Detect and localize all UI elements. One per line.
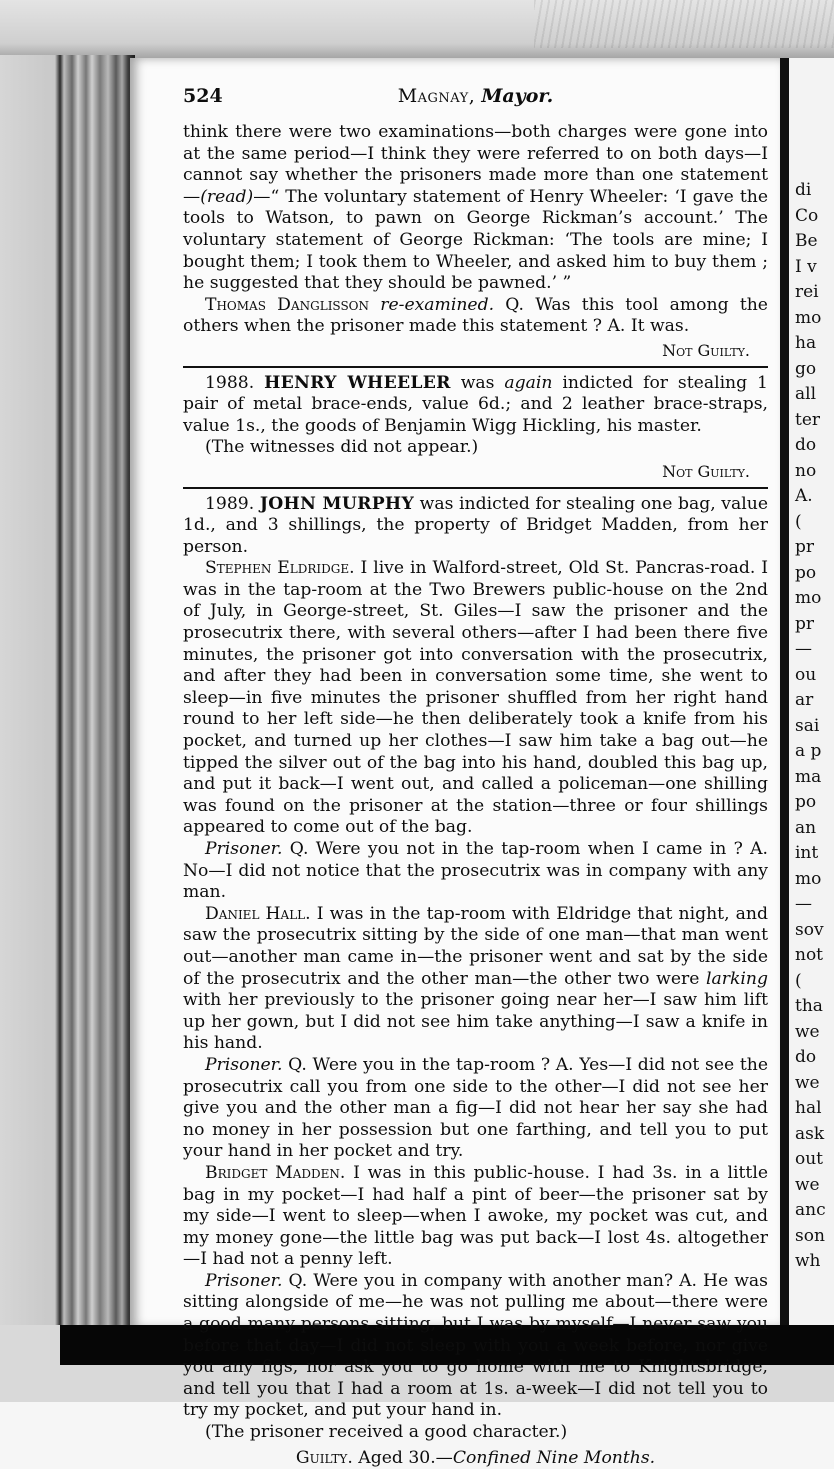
facing-page-fragment: mo [795,307,822,328]
facing-page-fragment: no [795,460,817,481]
facing-page-fragment: ou [795,664,817,685]
prisoner-label: Prisoner. [205,1054,283,1075]
facing-page-fragment: I v [795,256,817,277]
facing-page-fragment: po [795,792,817,812]
scan-noise [534,0,834,48]
facing-page-fragment: wh [795,1251,821,1271]
indictment-text: indicted for stealing 1 pair of metal brace-ends, value 6d.; and 2 leather brace-straps, value 1s., the goods of Benjamin Wigg Hickling, his master. [183,372,768,436]
prisoner-label: Prisoner. [205,1270,283,1291]
facing-page-fragment: sai [795,715,820,736]
facing-page-fragment: sov [795,919,824,940]
facing-page-fragment: son [795,1225,825,1246]
question-text: Q. Were you in company with another man? A. He was sitting alongside of me—he was not pulling me about—there were a good many persons sitting, but I was by myself—I never saw you before that day—I did not sleep with you a week before, nor give you any figs, nor ask you to go home with me to Knightsbridge, and tell you that I had a room at 1s. a-week—I did not tell you to try my pocket, and put your hand in. [183,1270,768,1421]
facing-page-fragment: we [795,1021,820,1042]
case-1987-reexamination [183,295,768,338]
witness-name: Daniel Hall. [205,903,311,924]
prisoner-label: Prisoner. [205,839,283,859]
verdict-1989 [183,1448,768,1469]
case-1988-note: (The witnesses did not appear.) [205,437,479,458]
facing-page-fragment: an [795,817,817,838]
facing-page-fragment: ha [795,333,817,353]
sentence-text: Confined Nine Months. [452,1447,656,1468]
facing-page-fragment: do [795,435,817,455]
witness-hall [183,904,768,1055]
indictment-text: was indicted for stealing one bag, value 1d., and 3 shillings, the property of Bridget Madden, from her person. [183,493,768,557]
testimony-text: with her previously to the prisoner going near her—I saw him lift up her gown, but I did not see him take anything—I saw a knife in his hand. [183,990,768,1054]
facing-page-fragment: po [795,562,817,583]
testimony-text: I live in Walford-street, Old St. Pancras-road. I was in the tap-room at the Two Brewers public-house on the 2nd of July, in George-street, St. Giles—I saw the prisoner and the prosecutrix there, with several others—after I had been there five minutes, the prisoner got into conversation with the prosecutrix, and after they had been in conversation some time, she went to sleep—in five minutes the prisoner shuffled from her right hand round to her left side—he then deliberately took a knife from his pocket, and turned up her clothes—I saw him take a bag out—he tipped the silver out of the bag into his hand, doubled this bag up, and put it back—I went out, and called a policeman—one shilling was found on the prisoner at the station—three or four shillings appeared to come out of the bag. [183,558,768,838]
read-note: (read) [200,186,254,207]
case-1987-testimony [183,122,768,295]
verdict-1988: Not Guilty. [662,461,750,481]
page-number: 524 [183,85,223,107]
facing-page-fragment: we [795,1174,820,1195]
witness-name: Bridget Madden. [205,1162,346,1183]
facing-page-fragment: anc [795,1200,826,1220]
facing-page-fragment: do [795,1047,817,1067]
reexam-text: Q. Was this tool among the others when the prisoner made this statement ? A. It was. [183,294,768,337]
question-text: Q. Were you not in the tap-room when I came in ? A. No—I did not notice that the prosecutrix was in company with any man. [183,839,768,903]
right-page-fragment [780,58,834,1328]
question-text: Q. Were you in the tap-room ? A. Yes—I did not see the prosecutrix call you from one side to the other—I did not see her give you and the other man a fig—I did not hear her say she had no money in her possession but one farthing, and tell you to put your hand in her pocket and try. [183,1054,768,1162]
facing-page-fragment: not [795,945,824,965]
page-content [183,82,768,1469]
facing-page-fragment: we [795,1072,820,1093]
reexamined-tag: re-examined. [380,294,495,315]
running-title [183,86,768,108]
case-number: 1989. [205,493,255,514]
age-text: Aged 30.— [352,1447,453,1468]
facing-page-fragment: go [795,358,817,379]
prisoner-question-1 [183,839,768,904]
facing-page-fragment: Co [795,205,819,226]
witness-madden [183,1163,768,1271]
verdict-word: Guilty. [295,1447,353,1468]
case-number: 1988. [205,372,255,393]
prisoner-question-2 [183,1055,768,1163]
facing-page-fragment: ter [795,409,821,430]
larking-word: larking [706,968,768,989]
case-divider [183,487,768,489]
facing-page-fragment: tha [795,996,823,1016]
book-page-edges [0,55,135,1340]
defendant-name: JOHN MURPHY [259,493,415,514]
facing-page-fragment: — [795,639,812,659]
indictment-word: was [460,372,495,393]
witness-name: Stephen Eldridge. [205,558,355,579]
testimony-text: I was in the tap-room with Eldridge that night, and saw the prosecutrix sitting by the side of one man—that man went out—another man came in—the prisoner went and sat by the side of the prosecutrix and the other man—the other two were [183,903,768,989]
facing-page-fragment: a p [795,741,822,761]
facing-page-fragment: out [795,1149,824,1169]
witness-name: Thomas Danglisson [205,294,369,315]
again-word: again [504,372,553,393]
testimony-text: I was in this public-house. I had 3s. in a little bag in my pocket—I had half a pint of beer—the prisoner sat by my side—I went to sleep—when I awoke, my pocket was cut, and my money gone—the little bag was put back—I lost 4s. altogether—I had not a penny left. [183,1162,768,1270]
case-1989-indictment [183,494,768,559]
defendant-name: HENRY WHEELER [264,372,451,393]
scan-top-edge [0,0,834,62]
case-divider [183,366,768,368]
title-office: Mayor. [481,85,554,107]
facing-page-fragment: di [795,180,812,200]
verdict-1987: Not Guilty. [662,340,750,360]
facing-page-fragment: ( [795,511,802,532]
facing-page-fragment: ar [795,690,814,710]
facing-page-fragment: all [795,384,817,404]
facing-page-fragment: pr [795,537,815,557]
facing-page-fragment: ask [795,1123,825,1144]
witness-eldridge [183,558,768,839]
facing-page-fragment: mo [795,588,822,608]
running-header [183,82,768,122]
facing-page-fragment: pr [795,613,815,634]
prisoner-question-3 [183,1271,768,1422]
facing-page-fragment: ma [795,766,822,787]
facing-page-fragment: int [795,843,819,863]
title-name: Magnay, [397,85,476,107]
facing-page-fragment: — [795,894,812,914]
facing-page-fragment: hal [795,1098,822,1118]
facing-page-fragment: A. [795,486,813,506]
statement-text: —“ The voluntary statement of Henry Wheeler: ‘I gave the tools to Watson, to pawn on George Rickman’s account.’ The voluntary statement of George Rickman: ‘The tools are mine; I bought them; I took them to Wheeler, and asked him to buy them ; he suggested that they should be pawned.’ ” [183,186,768,294]
testimony-text: think there were two examinations—both charges were gone into at the same period—I think they were referred to on both days—I cannot say whether the prisoners made more than one statement— [183,122,768,207]
case-1988-indictment [183,373,768,438]
facing-page-fragment: rei [795,282,819,302]
facing-page-fragment: ( [795,970,802,991]
facing-page-fragment: mo [795,868,822,889]
character-note: (The prisoner received a good character.) [205,1422,568,1443]
facing-page-fragment: Be [795,231,818,251]
